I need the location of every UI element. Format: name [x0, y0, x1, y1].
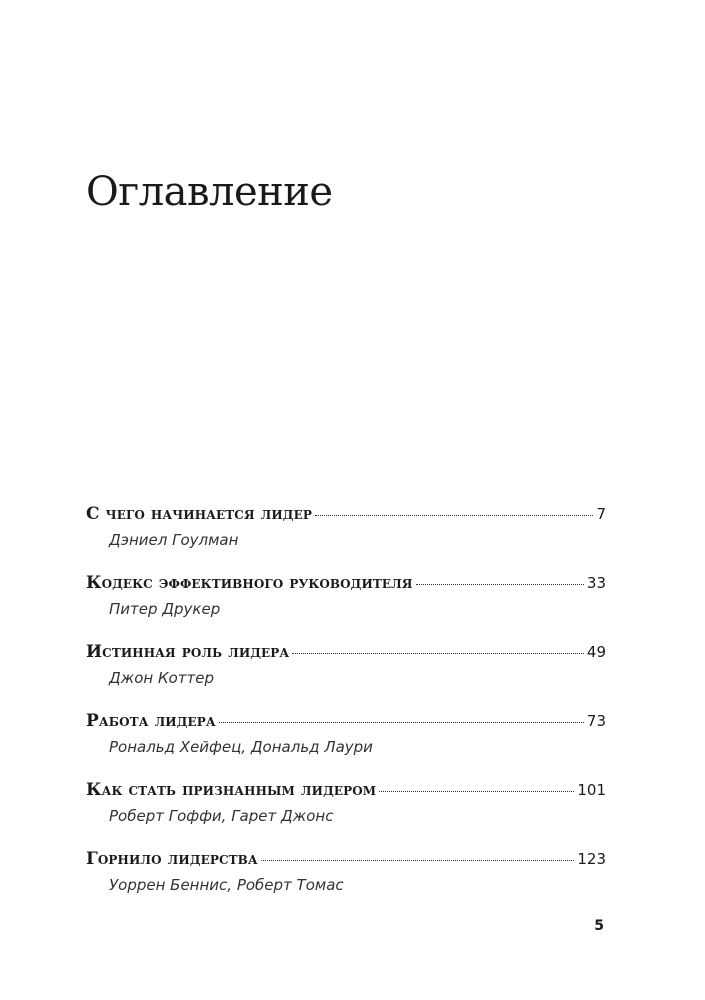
toc-leader-dots	[379, 791, 574, 792]
toc-page-number: 73	[586, 712, 606, 730]
toc-line	[86, 780, 606, 804]
toc-leader-dots	[315, 515, 594, 516]
toc-line	[86, 849, 606, 873]
toc-page-number: 101	[577, 781, 606, 799]
page-title: Оглавление	[86, 169, 333, 215]
toc-entry[interactable]	[86, 573, 606, 642]
toc-chapter-title: Кодекс эффективного руководителя	[86, 573, 413, 593]
toc-page-number: 33	[586, 574, 606, 592]
toc-leader-dots	[292, 653, 584, 654]
toc-line	[86, 711, 606, 735]
toc-author: Джон Коттер	[109, 669, 215, 687]
toc-author: Рональд Хейфец, Дональд Лаури	[109, 738, 373, 756]
toc-leader-dots	[261, 860, 575, 861]
toc-entry[interactable]	[86, 711, 606, 780]
toc-author: Роберт Гоффи, Гарет Джонс	[109, 807, 334, 825]
toc-line	[86, 573, 606, 597]
toc-entry[interactable]	[86, 780, 606, 849]
page-number: 5	[594, 918, 604, 934]
toc-page-number: 123	[577, 850, 606, 868]
toc-leader-dots	[416, 584, 584, 585]
toc-entry[interactable]	[86, 504, 606, 573]
toc-chapter-title: Как стать признанным лидером	[86, 780, 377, 800]
toc-entry[interactable]	[86, 849, 606, 918]
toc-page-number: 7	[596, 505, 606, 523]
toc-line	[86, 642, 606, 666]
toc-chapter-title: Горнило лидерства	[86, 849, 258, 869]
toc-author: Питер Друкер	[109, 600, 221, 618]
toc-author: Уоррен Беннис, Роберт Томас	[109, 876, 344, 894]
toc-chapter-title: С чего начинается лидер	[86, 504, 312, 524]
toc-chapter-title: Истинная роль лидера	[86, 642, 290, 662]
toc-author: Дэниел Гоулман	[109, 531, 239, 549]
table-of-contents	[86, 504, 606, 918]
toc-chapter-title: Работа лидера	[86, 711, 216, 731]
toc-entry[interactable]	[86, 642, 606, 711]
toc-page-number: 49	[586, 643, 606, 661]
toc-line	[86, 504, 606, 528]
toc-leader-dots	[219, 722, 584, 723]
